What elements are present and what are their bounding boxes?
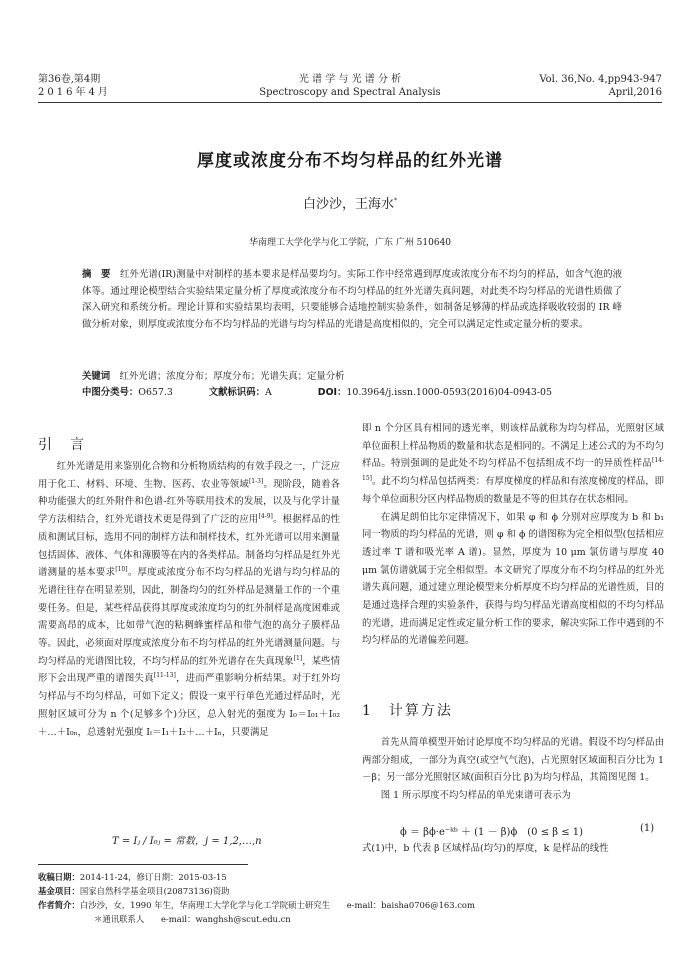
equation-1: ϕ ＝ βϕ·e⁻ᵏᵇ ＋ (1 － β)ϕ (0 ≤ β ≤ 1) xyxy=(400,827,584,838)
section-1-heading xyxy=(362,700,453,720)
doi-value: 10.3964/j.issn.1000-0593(2016)04-0943-05 xyxy=(346,387,552,398)
paper-title: 厚度或浓度分布不均匀样品的红外光谱 xyxy=(197,151,503,171)
section-intro-heading: 引 言 xyxy=(38,437,86,453)
affiliation: 华南理工大学化学与化工学院，广东 广州 510640 xyxy=(248,238,452,248)
author-names: 白沙沙，王海水 xyxy=(302,197,394,212)
corresponding-author: ＊通讯联系人 e-mail：wanghsh@scut.edu.cn xyxy=(94,914,291,924)
author-bio: 作者简介：白沙沙，女，1990 年生，华南理工大学化学与化工学院硕士研究生 e-mail：baisha0706@163.com xyxy=(38,900,475,910)
footnote-rule xyxy=(38,864,248,865)
section-1-title: 计算方法 xyxy=(388,703,453,719)
classification xyxy=(82,386,642,400)
header-date-en: April,2016 xyxy=(608,87,662,98)
ref-1: [1-3] xyxy=(248,477,264,485)
clc-value: O657.3 xyxy=(138,387,173,398)
header-journal-en: Spectroscopy and Spectral Analysis xyxy=(259,87,441,98)
header-vol-en: Vol. 36,No. 4,pp943-947 xyxy=(539,74,662,85)
header-rule xyxy=(38,102,662,103)
intro-body: 红外光谱是用来鉴别化合物和分析物质结构的有效手段之一，广泛应用于化工、材料、环境、生物、医药、农业等领域[1-3]。现阶段，随着各种功能强大的红外附件和色谱-红外等联用技术的发展，以及与化学计量学方法相结合，红外光谱技术更是得到了广泛的应用[4-9]。根据样品的性质和测试目标，选用不同的制样方法和制样技术，红外光谱可以用来测量包括固体、液体、气体和薄膜等在内的各类样品。制备均匀样品是红外光谱测量的基本要求[10]。厚度或浓度分布不均匀样品的光谱与均匀样品的光谱往往存在明显差别，因此，制备均匀的红外样品是测量工作的一个重要任务。但是，某些样品获得其厚度或浓度均匀的红外制样是高度困难或需要高昂的成本，比如带气泡的粘稠蜂蜜样品和带气泡的高分子膜样品等。因此，必须面对厚度或浓度分布不均匀样品的红外光谱测量问题。与均匀样品的光谱图比较，不均匀样品的红外光谱存在失真现象[1]，某些情形下会出现严重的谱图失真[11-13]，进而严重影响分析结果。对于红外均匀样品与不均匀样品，可如下定义；假设一束平行单色光通过样品时，光照射区域可分为 n 个(足够多个)分区，总入射光的强度为 I₀＝I₀₁＋I₀₂＋…＋I₀ₙ，总透射光强度 Iₜ＝I₁＋I₂＋…＋Iₙ，只要满足 xyxy=(38,461,340,738)
doi-label: DOI： xyxy=(317,387,347,398)
doc-value: A xyxy=(265,387,272,398)
method-body: 首先从简单模型开始讨论厚度不均匀样品的光谱。假设不均匀样品由两部分组成，一部分为真空(或空气气泡)，占光照射区域面积百分比为 1－β；另一部分光照射区域(面积百分比 β)为均匀样品，其简图见图 1。 图 1 所示厚度不均匀样品的单光束谱可表示为 xyxy=(362,737,664,802)
header-vol-cn: 第36卷,第4期 xyxy=(38,74,101,85)
paper-authors xyxy=(0,193,700,212)
equation-1-number: (1) xyxy=(640,823,655,834)
header-date-cn: 2016年4月 xyxy=(38,87,111,98)
section-1-number: 1 xyxy=(362,703,373,719)
right-col-body: 即 n 个分区具有相同的透光率，则该样品就称为均匀样品，光照射区域单位面积上样品物质的数量和状态是相同的。不满足上述公式的为不均匀样品。特别强调的是此处不均匀样品不包括组成不均一的异质性样品[14-15]。此不均匀样品包括两类：有厚度梯度的样品和有浓度梯度的样品，即每个单位面积分区内样品物质的数量是不等的但其存在状态相同。 在满足朗伯比尔定律情况下，如果 φ 和 ϕ 分别对应厚度为 b 和 b₁ 同一物质的均匀样品的光谱，则 φ 和 ϕ 的谱图称为完全相似型(包括相应透过率 T 谱和吸光率 A 谱)。显然，厚度为 10 μm 氯仿谱与厚度 40 μm 氯仿谱就属于完全相似型。本文研究了厚度分布不均匀样品的红外光谱失真问题，通过建立理论模型来分析厚度不均匀样品的光谱性质，目的是通过选择合理的实验条件，获得与均匀样品光谱高度相似的不均匀样品的光谱，进而满足定性或定量分析工作的要求，解决实际工作中遇到的不均匀样品的光谱偏差问题。 xyxy=(362,423,664,647)
abstract xyxy=(82,267,622,333)
ref-5: [11-13] xyxy=(153,672,176,680)
abstract-label: 摘 要 xyxy=(82,269,111,280)
doc-label: 文献标识码： xyxy=(208,387,266,398)
header-journal-cn: 光 谱 学 与 光 谱 分 析 xyxy=(298,74,402,85)
equation-transmittance: T = Iⱼ / I₀ⱼ = 常数，j = 1,2,…,n xyxy=(112,836,262,847)
abstract-text: 红外光谱(IR)测量中对制样的基本要求是样品要均匀。实际工作中经常遇到厚度或浓度分布不均匀的样品，如含气泡的液体等。通过理论模型结合实验结果定量分析了厚度或浓度分布不均匀样品的红外光谱失真问题，对此类不均匀样品的光谱性质做了深入研究和系统分析。理论计算和实验结果均表明，只要能够合适地控制实验条件，如制备足够薄的样品或选择吸收较弱的 IR 峰做分析对象，则厚度或浓度分布不均匀样品的光谱与均匀样品的光谱是高度相似的，完全可以满足定性或定量分析的要求。 xyxy=(82,269,622,330)
footnotes xyxy=(38,870,678,926)
author-mark: * xyxy=(394,197,397,205)
fund: 基金项目：国家自然科学基金项目(20873136)资助 xyxy=(38,886,230,896)
ref-3: [10] xyxy=(115,566,128,574)
keywords xyxy=(82,370,642,384)
ref-6: [14-15] xyxy=(362,457,664,482)
clc-label: 中图分类号： xyxy=(82,387,139,398)
method-body-2: 式(1)中，b 代表 β 区域样品(均匀)的厚度，k 是样品的线性 xyxy=(362,843,609,854)
keywords-text: 红外光谱；浓度分布；厚度分布；光谱失真；定量分析 xyxy=(119,371,345,382)
received: 收稿日期：2014-11-24，修订日期：2015-03-15 xyxy=(38,872,227,882)
keywords-label: 关键词 xyxy=(82,371,111,382)
ref-4: [1] xyxy=(293,654,303,662)
ref-2: [4-9] xyxy=(258,512,273,520)
